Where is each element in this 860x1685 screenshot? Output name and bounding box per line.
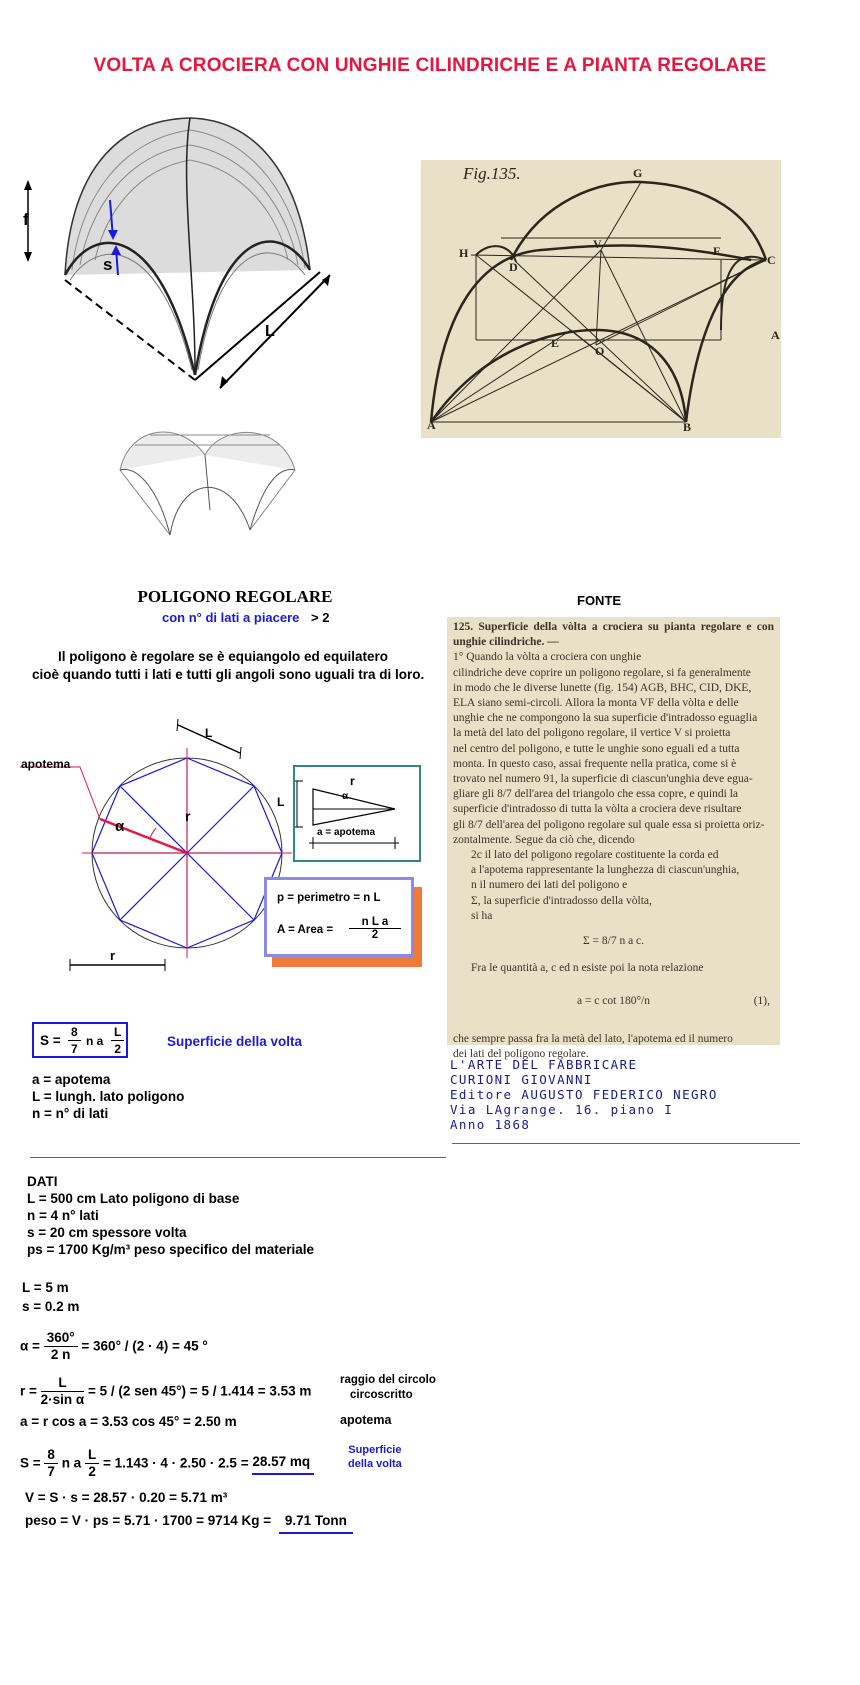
scan-line-11: gli 8/7 dell'area del poligono regolare sul quale essa si proietta oriz- [453,818,765,831]
triangle-box [277,765,421,862]
scan-line-0: 1° Quando la vòlta a crociera con unghie [453,651,642,664]
area-label: A = Area = [277,924,334,936]
S-note [348,1443,402,1471]
legend-apotema: a = apotema [32,1072,111,1087]
polygon-subtitle-blue: con n° di lati a piacere [162,610,300,625]
divider-right [452,1143,800,1144]
calc-peso-row [25,1512,353,1534]
scan-line-6: nel centro del poligono, e tutte le unghie sono eguali ed a tutta [453,742,740,755]
scan-line-1: cilindriche deve coprire un poligono regolare, si fa generalmente [453,666,751,679]
fig-point-F: F [713,244,721,258]
alpha-num: 360° [44,1330,78,1347]
dati-line-1: n = 4 n° lati [27,1208,99,1223]
scan-heading: 125. Superficie della vòlta a crociera su pianta regolare e con unghie cilindriche. — [453,621,774,649]
surface-formula-box [32,1022,128,1058]
scan-line-5: la metà del lato del poligono regolare, il vertice V si proietta [453,727,731,740]
surface-frac-L-2 [111,1024,124,1057]
fig-point-B: B [683,420,692,434]
r-rest: = 5 / (2 sen 45°) = 5 / 1.414 = 3.53 m [87,1383,312,1399]
credit-line-4: Anno 1868 [450,1117,531,1132]
vault-sketch-drawing [110,415,310,550]
polygon-subtitle [162,610,329,625]
area-numerator: n L a [349,916,401,929]
dati-line-0: L = 500 cm Lato poligono di base [27,1191,240,1206]
scan-eqnum: (1), [753,995,770,1008]
scan-mid: Fra le quantità a, c ed n esiste poi la nota relazione [471,962,704,975]
alpha-label: α [115,818,125,835]
r-note-2: circoscritto [350,1389,413,1401]
polygon-desc-line2: cioè quando tutti i lati e tutti gli angoli sono uguali tra di loro. [32,667,425,682]
surface-caption: Superficie della volta [167,1034,303,1049]
S-frac-L-2 [85,1447,99,1480]
fonte-heading: FONTE [577,593,622,608]
alpha-prefix: α = [20,1338,40,1354]
r-den: 2·sin α [40,1392,85,1407]
area-fraction [349,916,401,941]
peso-result: 9.71 Tonn [279,1512,353,1534]
fig-135-scan [421,160,781,438]
r-note [340,1373,436,1403]
calc-L: L = 5 m [22,1280,69,1295]
alpha-den: 2 n [50,1347,71,1362]
scan-formula-2: a = c cot 180°/n [576,995,651,1008]
scan-line-17: si ha [471,909,493,922]
triangle-label-alpha: α [342,791,349,802]
r-num: L [41,1375,85,1392]
dati-heading: DATI [27,1174,58,1189]
fig-caption: Fig.135. [463,164,521,183]
dati-line-2: s = 20 cm spessore volta [27,1225,187,1240]
source-credits [450,1057,718,1132]
credit-line-0: L'ARTE DEL FABBRICARE [450,1057,638,1072]
page-title: VOLTA A CROCIERA CON UNGHIE CILINDRICHE E A PIANTA REGOLARE [93,55,767,76]
source-text-scan [447,617,780,1060]
legend-lato: L = lungh. lato poligono [32,1089,185,1104]
surface-num2: L [111,1024,124,1041]
triangle-label-r: r [350,774,355,788]
scan-line-7: monta. In questo caso, assai frequente nella pratica, come si è [453,757,737,770]
calc-s: s = 0.2 m [22,1299,80,1314]
credit-line-2: Editore AUGUSTO FEDERICO NEGRO [450,1087,718,1102]
S-note-2: della volta [348,1458,402,1470]
surface-den: 7 [71,1042,78,1056]
credit-line-3: Via LAgrange. 16. piano I [450,1102,674,1117]
surface-num: 8 [68,1024,81,1041]
label-s: s [103,255,113,274]
surface-prefix: S = [40,1033,61,1048]
S-den2: 2 [88,1464,96,1479]
S-prefix: S = [20,1455,41,1471]
alpha-rest: = 360° / (2 · 4) = 45 ° [81,1338,208,1354]
peso-line: peso = V · ps = 5.71 · 1700 = 9714 Kg = [25,1513,272,1528]
scan-line-8: trovato nel numero 91, la superficie di ciascun'unghia deve egua- [453,773,753,786]
fig-point-G: G [633,166,643,180]
fig-point-H: H [459,246,469,260]
octagon-label-L: L [205,726,213,740]
scan-line-15: n il numero dei lati del poligono e [471,879,628,892]
S-den: 7 [47,1464,55,1479]
perimeter-formula: p = perimetro = n L [277,892,381,904]
fig-point-C: C [767,253,776,267]
scan-line-14: a l'apotema rappresentante la lunghezza di ciascun'unghia, [471,864,740,877]
fig-point-E: E [551,336,560,350]
polygon-title: POLIGONO REGOLARE [137,587,333,606]
formula-box [264,877,414,957]
legend-n: n = n° di lati [32,1106,109,1121]
r-fraction [41,1375,85,1408]
scan-formula-2-row [453,994,774,1009]
scan-line-16: Σ, la superficie d'intradosso della vòlta, [471,894,652,907]
area-denominator: 2 [371,929,379,941]
label-L: L [265,323,275,340]
calc-a-note: apotema [340,1413,392,1427]
fig-point-A: A [427,418,436,432]
S-num2: L [85,1447,99,1464]
scan-line-3: ELA siano semi-circoli. Allora la monta VF della vòlta e delle [453,697,739,710]
S-note-1: Superficie [348,1444,402,1456]
S-mid: n a [61,1455,82,1471]
S-frac-8-7 [44,1447,58,1480]
calc-r-row [20,1375,311,1408]
calc-alpha-row [20,1330,208,1363]
r-prefix: r = [20,1383,37,1399]
surface-mid: n a [86,1034,104,1048]
polygon-subtitle-rest: > 2 [311,610,330,625]
triangle-label-a: a = apotema [317,827,376,838]
triangle-label-L: L [277,795,285,809]
calc-V: V = S · s = 28.57 · 0.20 = 5.71 m³ [25,1490,228,1505]
S-num: 8 [44,1447,58,1464]
scan-line-13: 2c il lato del poligono regolare costituente la corda ed [471,849,719,862]
radius-bottom-label: r [110,948,116,963]
scan-formula-1: Σ = 8/7 n a c. [582,935,645,948]
S-result: 28.57 mq [252,1453,314,1475]
fig-point-O: O [595,344,605,358]
surface-den2: 2 [114,1042,122,1056]
surface-frac-8-7 [68,1024,81,1057]
fig-point-A2: A [771,328,780,342]
S-rest: = 1.143 · 4 · 2.50 · 2.5 = [102,1455,249,1471]
r-note-1: raggio del circolo [340,1374,436,1386]
label-f: f [23,210,29,229]
scan-line-10: superficie d'intradosso di tutta la vòlta a crociera deve risultare [453,803,742,816]
scan-line-12: zontalmente. Segue da ciò che, dicendo [453,833,635,846]
alpha-fraction [44,1330,78,1363]
dati-line-3: ps = 1700 Kg/m³ peso specifico del materiale [27,1242,314,1257]
fig-point-V: V [593,237,602,251]
polygon-desc-line1: Il poligono è regolare se è equiangolo ed equilatero [58,649,389,664]
radius-label: r [185,808,191,824]
calc-S-row [20,1447,314,1480]
octagon-diagram [10,715,300,980]
apotema-label: apotema [21,757,71,771]
cross-vault-perspective-drawing [10,100,350,420]
credit-line-1: CURIONI GIOVANNI [450,1072,593,1087]
divider-left [30,1157,446,1158]
scan-tail-2: dei lati del poligono regolare. [453,1047,589,1060]
scan-line-9: gliare gli 8/7 dell'area del triangolo che essa copre, e quindi la [453,788,738,801]
calc-a: a = r cos a = 3.53 cos 45° = 2.50 m [20,1414,237,1429]
scan-tail-1: che sempre passa fra la metà del lato, l'apotema ed il numero [453,1032,733,1045]
scan-line-2: in modo che le diverse lunette (fig. 154) AGB, BHC, CID, DKE, [453,681,752,694]
scan-line-4: unghie che ne compongono la sua superficie d'intradosso eguaglia [453,712,758,725]
fig-point-D: D [509,260,518,274]
